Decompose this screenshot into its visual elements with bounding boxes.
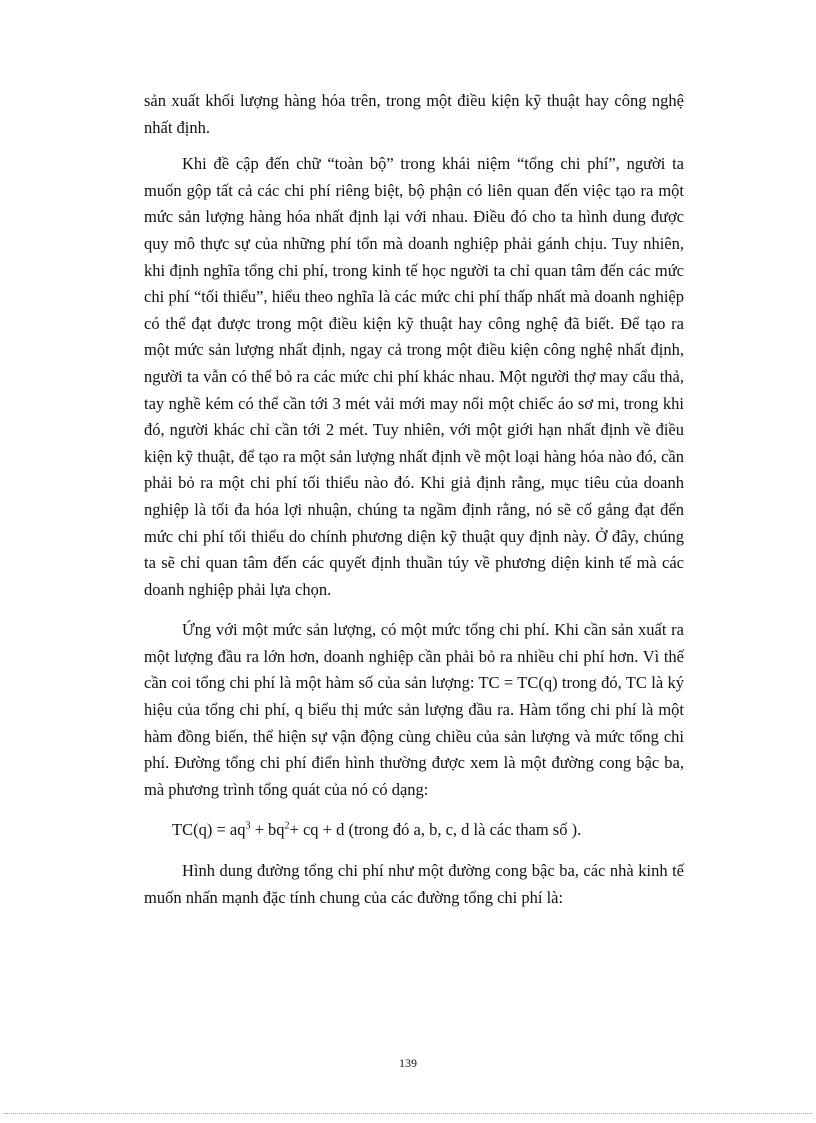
paragraph-continuation: sản xuất khối lượng hàng hóa trên, trong một điều kiện kỹ thuật hay công nghệ nhất định. xyxy=(144,91,684,137)
paragraph-cost-function: Ứng với một mức sản lượng, có một mức tổng chi phí. Khi cần sản xuất ra một lượng đầu ra lớn hơn, doanh nghiệp cần phải bỏ ra nhiều chi phí hơn. Vì thế cần coi tổng chi phí là một hàm số của sản lượng: TC = TC(q) trong đó, TC là ký hiệu của tổng chi phí, q biểu thị mức sản lượng đầu ra. Hàm tổng chi phí là một hàm đồng biến, thể hiện sự vận động cùng chiều của sản lượng và mức tổng chi phí. Đường tổng chi phí điển hình thường được xem là một đường cong bậc ba, mà phương trình tổng quát của nó có dạng: xyxy=(144,620,684,799)
page-body xyxy=(144,88,684,911)
formula-exponent-2: 2 xyxy=(284,820,290,832)
page-number: 139 xyxy=(399,1056,417,1070)
formula-exponent-3: 3 xyxy=(245,820,251,832)
paragraph-total-cost-definition: Khi đề cập đến chữ “toàn bộ” trong khái niệm “tổng chi phí”, người ta muốn gộp tất cả các chi phí riêng biệt, bộ phận có liên quan đến việc tạo ra một mức sản lượng hàng hóa nhất định lại với nhau. Điều đó cho ta hình dung được quy mô thực sự của những phí tổn mà doanh nghiệp phải gánh chịu. Tuy nhiên, khi định nghĩa tổng chi phí, trong kinh tế học người ta chỉ quan tâm đến các mức chi phí “tối thiểu”, hiểu theo nghĩa là các mức chi phí thấp nhất mà doanh nghiệp có thể đạt được trong một điều kiện kỹ thuật hay công nghệ đã biết. Để tạo ra một mức sản lượng nhất định, ngay cả trong một điều kiện công nghệ nhất định, người ta vẫn có thể bỏ ra các mức chi phí khác nhau. Một người thợ may cẩu thả, tay nghề kém có thể cần tới 3 mét vải mới may nổi một chiếc áo sơ mi, trong khi đó, người khác chỉ cần tới 2 mét. Tuy nhiên, với một giới hạn nhất định về điều kiện kỹ thuật, để tạo ra một sản lượng nhất định về một loại hàng hóa nào đó, cần phải bỏ ra một chi phí tối thiểu nào đó. Khi giả định rằng, mục tiêu của doanh nghiệp là tối đa hóa lợi nhuận, chúng ta ngầm định rằng, nó sẽ cố gắng đạt đến mức chi phí tối thiểu do chính phương diện kỹ thuật quy định này. Ở đây, chúng ta sẽ chỉ quan tâm đến các quyết định thuần túy về phương diện kinh tế mà các doanh nghiệp phải lựa chọn. xyxy=(144,154,684,599)
formula-part-2: + bq xyxy=(250,820,285,840)
paragraph-closing: Hình dung đường tổng chi phí như một đường cong bậc ba, các nhà kinh tế muốn nhấn mạnh đặc tính chung của các đường tổng chi phí là: xyxy=(144,861,684,907)
formula-part-1: TC(q) = aq xyxy=(172,820,246,840)
formula-part-3: + cq + d (trong đó a, b, c, d là các tham số ). xyxy=(289,820,582,840)
footer-dotted-rule xyxy=(4,1113,812,1114)
total-cost-formula xyxy=(144,817,684,844)
